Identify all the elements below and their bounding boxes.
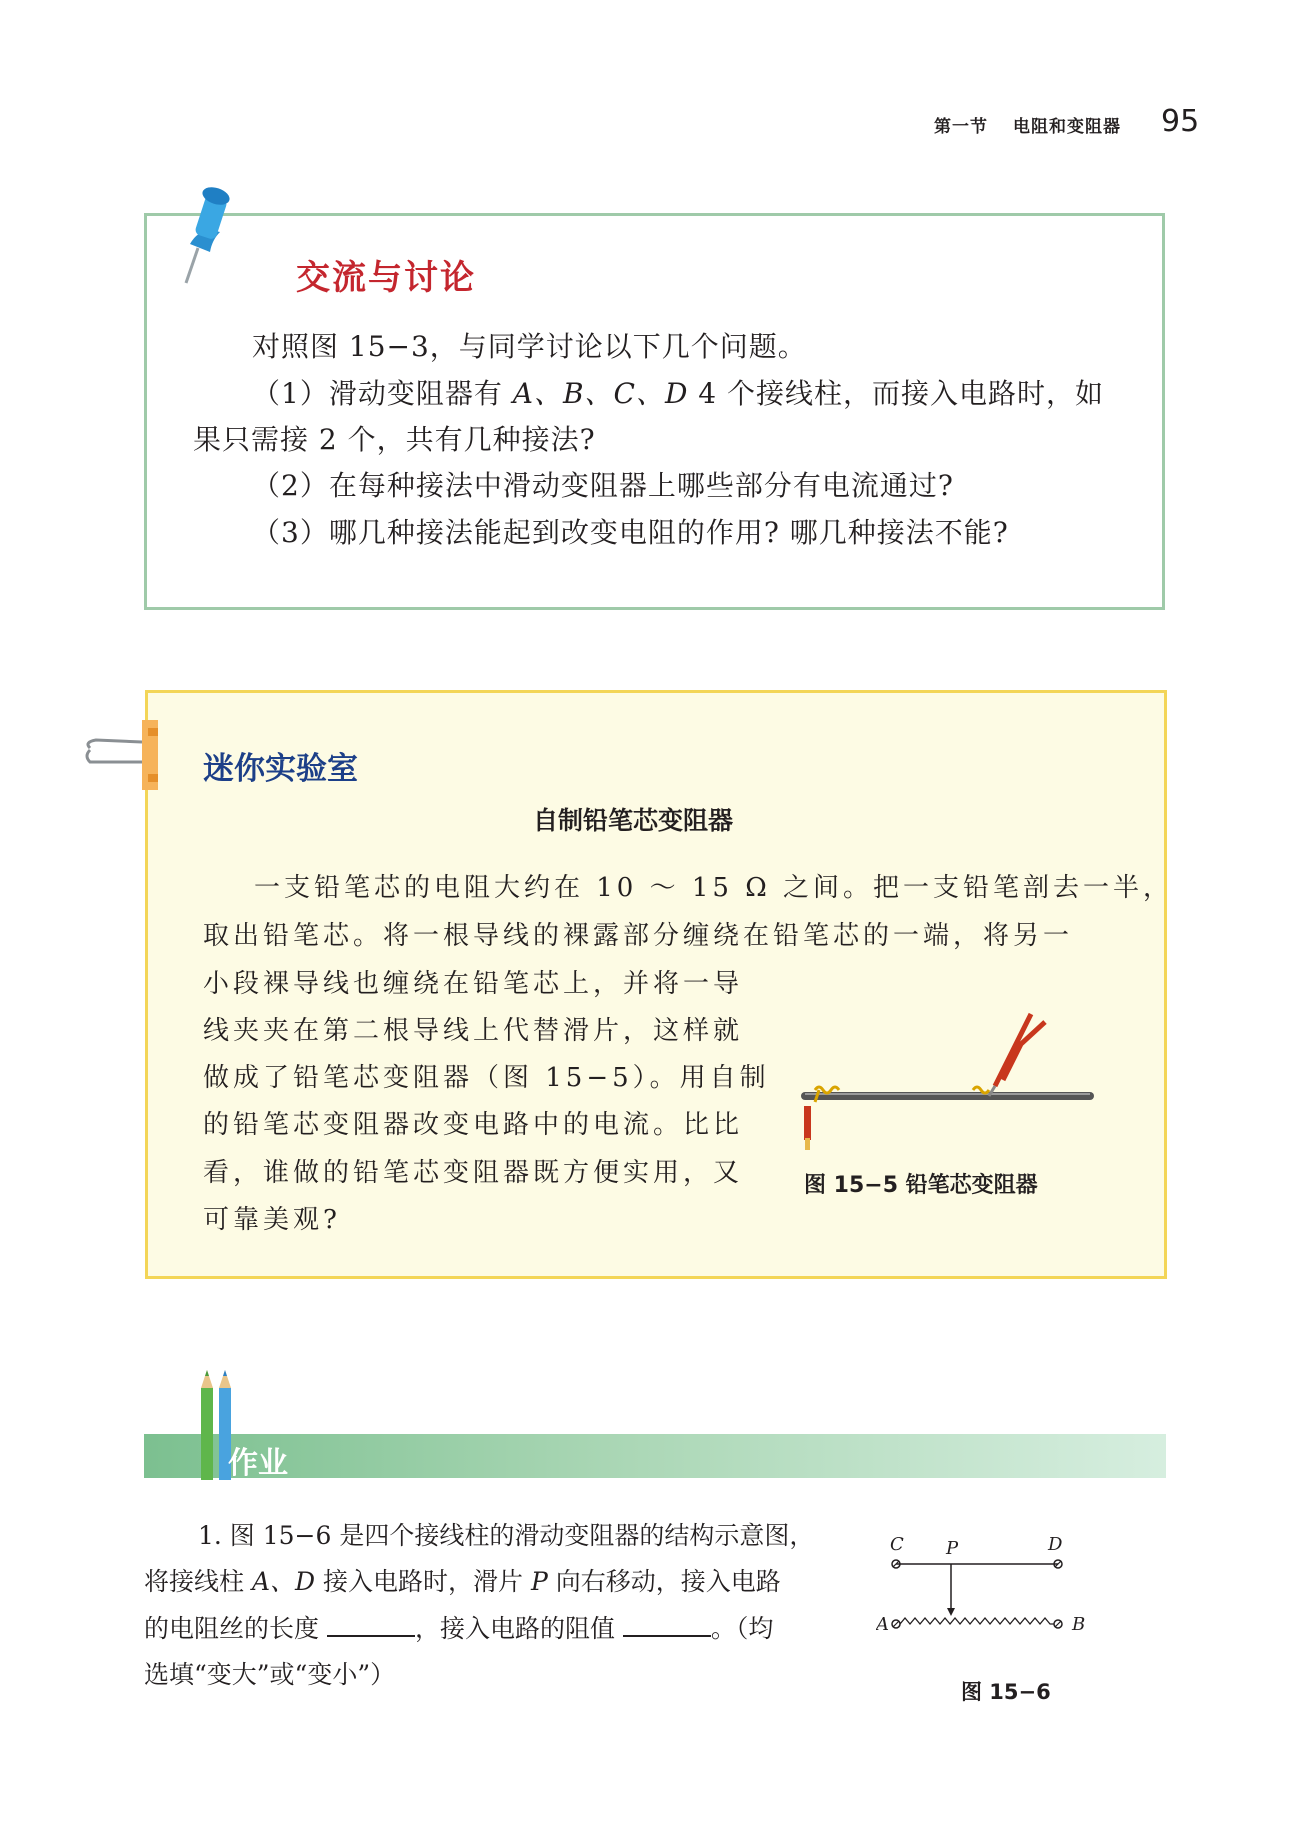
discussion-intro: 对照图 15−3，与同学讨论以下几个问题。 (252, 330, 807, 363)
label-p: P (946, 1538, 959, 1559)
hw-terminals: A、D (251, 1567, 316, 1596)
lab-line: 线夹夹在第二根导线上代替滑片，这样就 (203, 1016, 744, 1046)
hw-text: 将接线柱 (144, 1567, 252, 1596)
discussion-q3: （3）哪几种接法能起到改变电阻的作用? 哪几种接法不能? (252, 516, 1009, 549)
mini-lab-title: 自制铅笔芯变阻器 (533, 806, 734, 835)
mini-lab-heading: 迷你实验室 (203, 751, 358, 787)
discussion-q1 (252, 377, 1105, 410)
label-c: C (890, 1534, 904, 1555)
hw-text: 。（均 (710, 1614, 774, 1643)
hw-slider: P (530, 1567, 548, 1596)
label-a: A (876, 1614, 889, 1635)
lab-line: 做成了铅笔芯变阻器（图 15−5）。用自制 (203, 1063, 770, 1093)
homework-label: 作业 (228, 1446, 288, 1481)
hw-text: 接入电路时，滑片 (315, 1567, 531, 1596)
homework-line: 1. 图 15−6 是四个接线柱的滑动变阻器的结构示意图， (198, 1521, 815, 1550)
answer-blank-1[interactable] (327, 1615, 415, 1637)
lab-line: 小段裸导线也缠绕在铅笔芯上，并将一导 (203, 969, 744, 999)
hw-text: 的电阻丝的长度 (144, 1614, 327, 1643)
binder-clip-icon (82, 720, 182, 790)
pencil-lead-rheostat-figure (795, 1010, 1095, 1160)
homework-band (144, 1434, 1166, 1478)
lab-line: 可靠美观? (203, 1205, 341, 1235)
label-d: D (1048, 1534, 1063, 1555)
figure-15-5-caption: 图 15−5 铅笔芯变阻器 (804, 1173, 1038, 1198)
lab-line: 一支铅笔芯的电阻大约在 10 ～ 15 Ω 之间。把一支铅笔剖去一半， (254, 873, 1174, 903)
lab-line: 看，谁做的铅笔芯变阻器既方便实用，又 (203, 1158, 744, 1188)
discussion-q1-cont: 果只需接 2 个，共有几种接法? (193, 423, 596, 456)
sliding-rheostat-diagram (876, 1532, 1116, 1642)
hw-text: 向右移动，接入电路 (547, 1567, 781, 1596)
homework-line: 选填“变大”或“变小”） (144, 1660, 396, 1689)
lab-line: 的铅笔芯变阻器改变电路中的电流。比比 (203, 1110, 744, 1140)
lab-line: 取出铅笔芯。将一根导线的裸露部分缠绕在铅笔芯的一端，将另一 (203, 921, 1074, 951)
q1-text: （1）滑动变阻器有 (252, 377, 513, 410)
pushpin-icon (176, 186, 236, 286)
answer-blank-2[interactable] (623, 1615, 711, 1637)
discussion-heading: 交流与讨论 (296, 258, 476, 298)
discussion-q2: （2）在每种接法中滑动变阻器上哪些部分有电流通过? (252, 469, 954, 502)
homework-line (144, 1609, 773, 1645)
q1-text-end: 4 个接线柱，而接入电路时，如 (688, 377, 1105, 410)
homework-line (144, 1562, 781, 1598)
label-b: B (1072, 1614, 1086, 1635)
figure-15-6-caption: 图 15−6 (961, 1680, 1051, 1704)
header-title: 电阻和变阻器 (1013, 117, 1121, 137)
q1-terminals: A、B、C、D (512, 377, 689, 410)
header-section: 第一节 (934, 117, 988, 137)
page-number: 95 (1161, 104, 1200, 139)
hw-text: ，接入电路的阻值 (414, 1614, 623, 1643)
